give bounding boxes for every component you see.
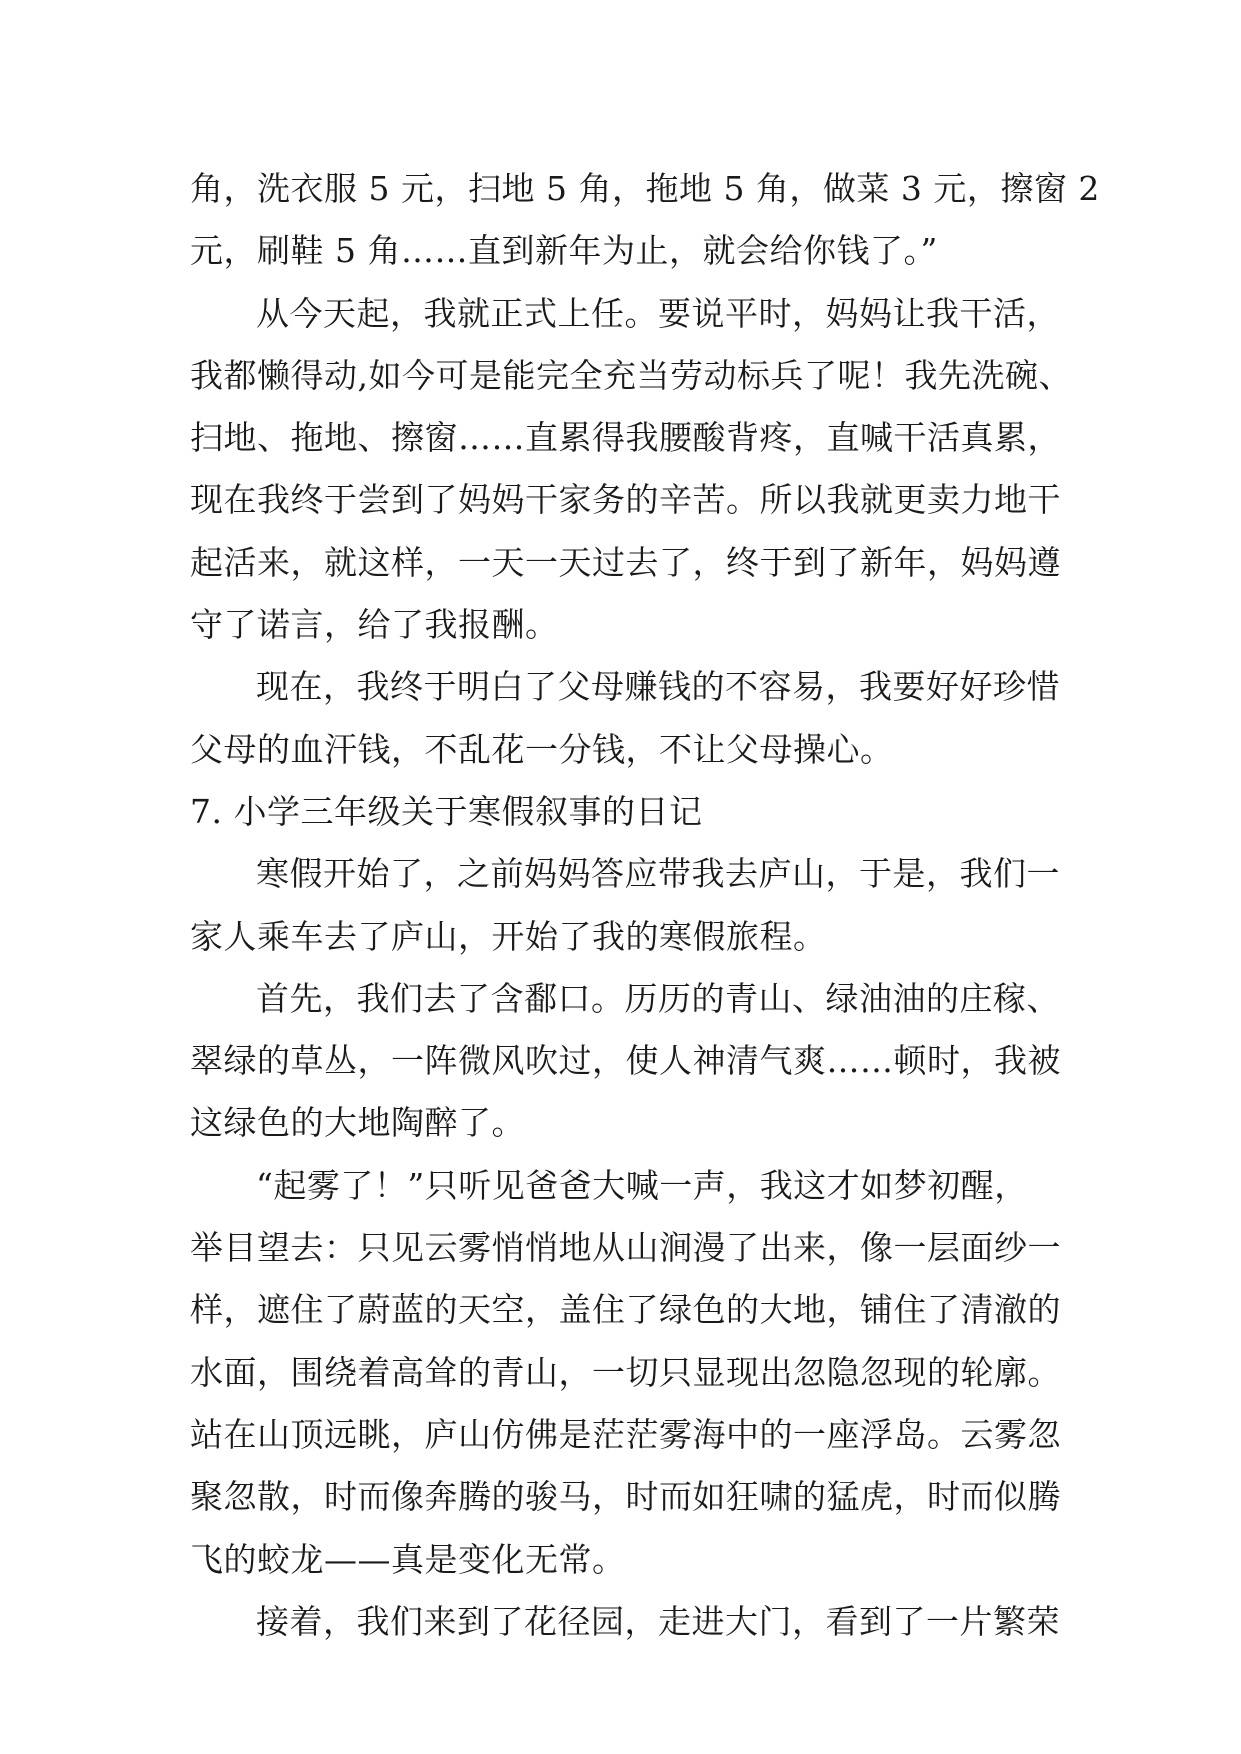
body-text (190, 158, 1100, 1653)
text-line: 翠绿的草丛，一阵微风吹过，使人神清气爽……顿时，我被 (190, 1041, 1061, 1081)
text-line: 我都懒得动,如今可是能完全充当劳动标兵了呢！我先洗碗、 (190, 355, 1072, 395)
paragraph-start-line: 从今天起，我就正式上任。要说平时，妈妈让我干活， (256, 293, 1060, 333)
text-line: 起活来，就这样，一天一天过去了，终于到了新年，妈妈遵 (190, 542, 1061, 582)
text-line: 这绿色的大地陶醉了。 (190, 1103, 525, 1143)
text-line: 样，遮住了蔚蓝的天空，盖住了绿色的大地，铺住了清澈的 (190, 1290, 1061, 1330)
text-line: 父母的血汗钱，不乱花一分钱，不让父母操心。 (190, 729, 894, 769)
text-line: 聚忽散，时而像奔腾的骏马，时而如狂啸的猛虎，时而似腾 (190, 1477, 1061, 1517)
text-line: 守了诺言，给了我报酬。 (190, 605, 559, 645)
text-line: 元，刷鞋 5 角……直到新年为止，就会给你钱了。” (190, 231, 938, 271)
section-heading: 7. 小学三年级关于寒假叙事的日记 (190, 791, 703, 831)
text-line: 站在山顶远眺，庐山仿佛是茫茫雾海中的一座浮岛。云雾忽 (190, 1414, 1061, 1454)
text-line: 现在我终于尝到了妈妈干家务的辛苦。所以我就更卖力地干 (190, 480, 1061, 520)
text-line: 角，洗衣服 5 元，扫地 5 角，拖地 5 角，做菜 3 元，擦窗 2 (190, 169, 1100, 208)
paragraph-start-line: “起雾了！”只听见爸爸大喊一声，我这才如梦初醒， (256, 1165, 1028, 1205)
paragraph-start-line: 首先，我们去了含鄱口。历历的青山、绿油油的庄稼、 (256, 978, 1060, 1018)
text-line: 飞的蛟龙——真是变化无常。 (190, 1539, 626, 1579)
text-line: 举目望去：只见云雾悄悄地从山涧漫了出来，像一层面纱一 (190, 1228, 1061, 1268)
paragraph-start-line: 接着，我们来到了花径园，走进大门，看到了一片繁荣 (256, 1601, 1060, 1641)
paragraph-start-line: 寒假开始了，之前妈妈答应带我去庐山，于是，我们一 (256, 854, 1060, 894)
text-line: 家人乘车去了庐山，开始了我的寒假旅程。 (190, 916, 827, 956)
text-line: 扫地、拖地、擦窗……直累得我腰酸背疼，直喊干活真累， (190, 418, 1061, 458)
text-line: 水面，围绕着高耸的青山，一切只显现出忽隐忽现的轮廓。 (190, 1352, 1061, 1392)
paragraph-start-line: 现在，我终于明白了父母赚钱的不容易，我要好好珍惜 (256, 667, 1060, 707)
